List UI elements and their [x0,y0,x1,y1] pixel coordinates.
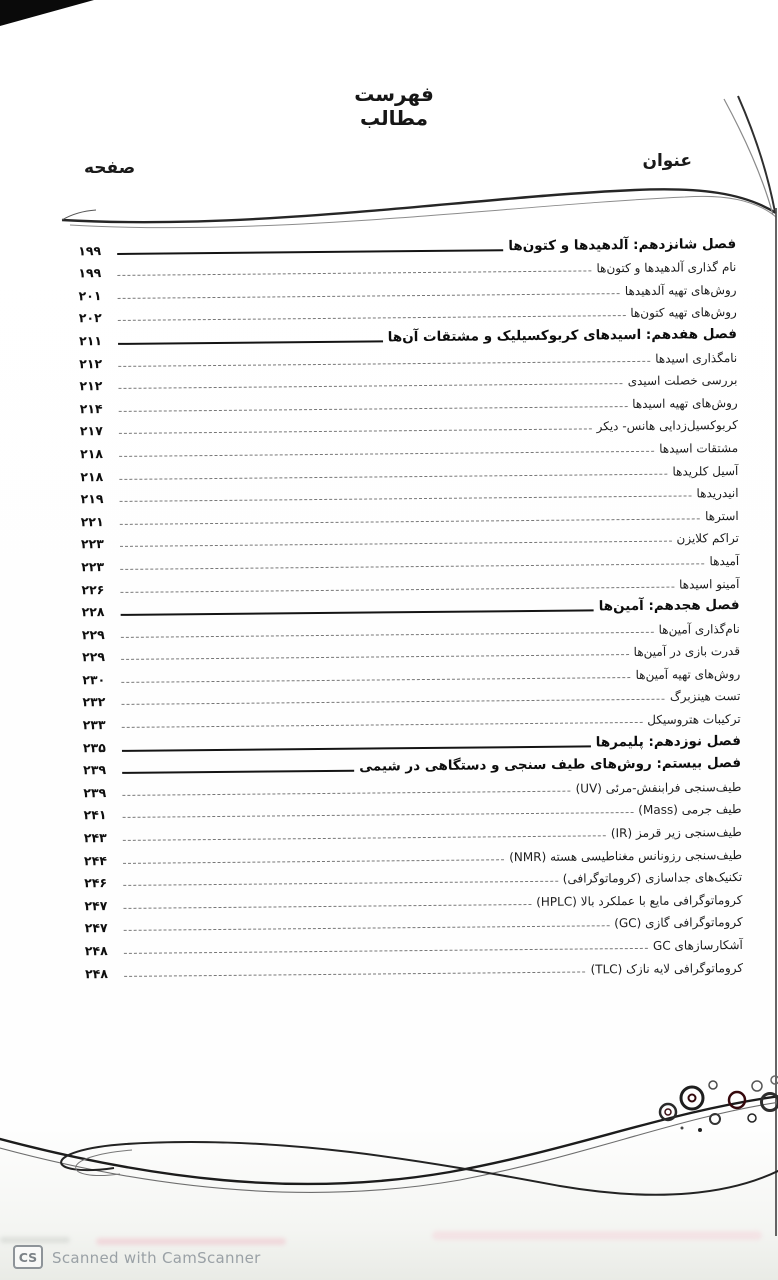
toc-entry-label: مشتقات اسیدها [659,440,739,456]
toc-entry-label: انیدریدها [696,486,739,501]
toc-leader-line [122,770,354,774]
toc-entry-label: ترکیبات هتروسیکل [647,712,741,727]
toc-leader-line [120,586,674,592]
toc-leader-line [120,518,700,525]
toc-leader-line [121,609,594,616]
toc-page-number: ۲۱۸ [80,468,104,484]
toc-leader-line [120,563,704,570]
toc-leader-line [119,451,654,457]
toc-entry-label: استرها [705,508,739,524]
toc-entry-label: آمینو اسیدها [679,576,740,592]
toc-page-number: ۲۲۹ [81,626,105,642]
toc-leader-line [121,677,630,683]
toc-page-number: ۲۱۹ [80,491,104,507]
toc-leader-line [119,406,628,412]
header-swoosh-decoration [0,0,778,240]
decor-circles [660,1076,778,1132]
toc-entry-label: طیف‌سنجی فرابنفش-مرئی (UV) [575,779,742,796]
column-header-title: عنوان [642,151,692,171]
toc-leader-line [121,654,629,660]
toc-page-number: ۲۴۶ [84,875,108,891]
toc-page-number: ۱۹۹ [78,242,102,258]
toc-entry-label: نام گذاری آلدهیدها و کتون‌ها [596,260,737,276]
toc-page-number: ۲۲۹ [81,649,106,665]
toc-entry-label: قدرت بازی در آمین‌ها [633,644,741,660]
toc-leader-line [124,971,585,976]
toc-entry-label: روش‌های تهیه اسیدها [632,395,738,411]
page-title: فهرست مطالب [354,82,434,130]
toc-page-number: ۱۹۹ [78,265,102,281]
toc-entry-label: آسیل کلریدها [672,463,739,479]
scan-smudge [0,1237,70,1243]
toc-leader-line [122,745,591,752]
toc-leader-line [123,812,634,818]
toc-leader-line [118,340,383,345]
toc-leader-line [123,904,531,909]
toc-entry-label: فصل شانزدهم: آلدهیدها و کتون‌ها [508,235,737,254]
toc-page-number: ۲۰۱ [78,287,102,304]
camscanner-badge-icon: CS [13,1245,43,1269]
toc-entry-label: کربوکسیل‌زدایی هانس- دیکر [596,418,738,434]
toc-leader-line [117,271,591,277]
toc-entry-label: تست هینزبرگ [669,689,741,705]
toc-page-number: ۲۳۰ [82,671,106,688]
toc-page-number: ۲۲۳ [81,558,105,575]
toc-page-number: ۲۱۷ [79,423,103,439]
toc-page-number: ۲۴۱ [83,807,107,823]
toc-page-number: ۲۱۴ [79,400,103,417]
toc-leader-line [123,881,558,886]
toc-entry-label: روش‌های تهیه کتون‌ها [630,305,737,321]
toc-page-number: ۲۳۹ [83,762,107,778]
toc-leader-line [123,835,606,841]
toc-entry-label: روش‌های تهیه آلدهیدها [624,282,737,298]
toc-page-number: ۲۳۹ [83,784,107,801]
toc-page-number: ۲۱۸ [80,446,104,462]
toc-leader-line [122,699,665,705]
toc-entry-label: نامگذاری اسیدها [655,350,738,366]
toc-entry-label: بررسی خصلت اسیدی [627,373,738,389]
toc-entry-label: تراکم کلایزن [676,531,740,546]
scan-smudge [432,1231,762,1240]
toc-leader-line [117,249,503,255]
toc-leader-line [118,315,625,321]
toc-leader-line [119,473,667,479]
toc-leader-line [122,790,570,795]
toc-entry-label: طیف جرمی (Mass) [638,802,742,818]
toc-entry-label: فصل هفدهم: اسیدهای کربوکسیلیک و مشتقات آن‌ها [387,325,738,346]
toc-page-number: ۲۱۲ [79,355,103,371]
camscanner-watermark-text: Scanned with CamScanner [52,1249,261,1267]
toc-leader-line [118,383,622,389]
toc-entry-label: نام‌گذاری آمین‌ها [658,621,740,637]
toc-entry-label: طیف‌سنجی رزونانس مغناطیسی هسته (NMR) [509,847,743,864]
column-header-page: صفحه [84,158,136,178]
toc-entry-label: روش‌های تهیه آمین‌ها [635,666,741,682]
toc-leader-line [118,360,650,366]
toc-page-number: ۲۴۸ [85,965,109,981]
toc-page-number: ۲۰۲ [78,310,102,326]
toc-leader-line [121,631,654,637]
toc-page-number: ۲۱۲ [79,378,103,394]
toc-page-number: ۲۴۷ [84,920,108,936]
toc-page-number: ۲۱۱ [78,333,102,349]
toc-entry-label: آمیدها [709,553,740,569]
toc-entry-label: فصل نوزدهم: پلیمرها [595,732,741,751]
toc-page-number: ۲۲۸ [81,604,105,620]
toc-page-number: ۲۳۵ [82,739,106,755]
toc-leader-line [123,859,504,864]
toc-leader-line [124,948,648,954]
toc-page-number: ۲۴۷ [84,897,108,914]
toc-entry-label: آشکارسازهای GC [652,937,743,953]
toc-page-number: ۲۲۱ [80,513,104,530]
toc-page-number: ۲۴۴ [83,852,107,868]
toc-page-number: ۲۳۲ [82,694,106,710]
toc-page-number: ۲۴۸ [84,943,108,959]
bottom-swoosh-decoration [0,1050,778,1280]
toc-leader-line [122,722,643,728]
toc-entry-label: فصل بیستم: روش‌های طیف سنجی و دستگاهی در شیمی [359,755,742,775]
toc-entry-label: کروماتوگرافی گازی (GC) [614,915,743,931]
toc-leader-line [119,429,592,435]
toc-leader-line [124,926,610,932]
toc-page-number: ۲۲۳ [80,536,104,552]
toc-entry-label: فصل هجدهم: آمین‌ها [598,597,740,615]
toc-leader-line [120,541,672,547]
scan-smudge [96,1238,286,1245]
toc-entry-label: تکنیک‌های جداسازی (کروماتوگرافی) [562,870,743,886]
toc-page-number: ۲۲۶ [81,581,105,597]
toc-leader-line [120,496,692,502]
toc-entry-label: کروماتوگرافی مایع با عملکرد بالا (HPLC) [536,892,743,909]
toc-leader-line [118,293,620,299]
toc-entry-label: کروماتوگرافی لایه نازک (TLC) [590,960,744,977]
toc-list [78,231,743,983]
toc-page-number: ۲۴۳ [83,830,107,846]
toc-entry-label: طیف‌سنجی زیر قرمز (IR) [610,825,742,841]
toc-page-number: ۲۳۳ [82,717,106,733]
